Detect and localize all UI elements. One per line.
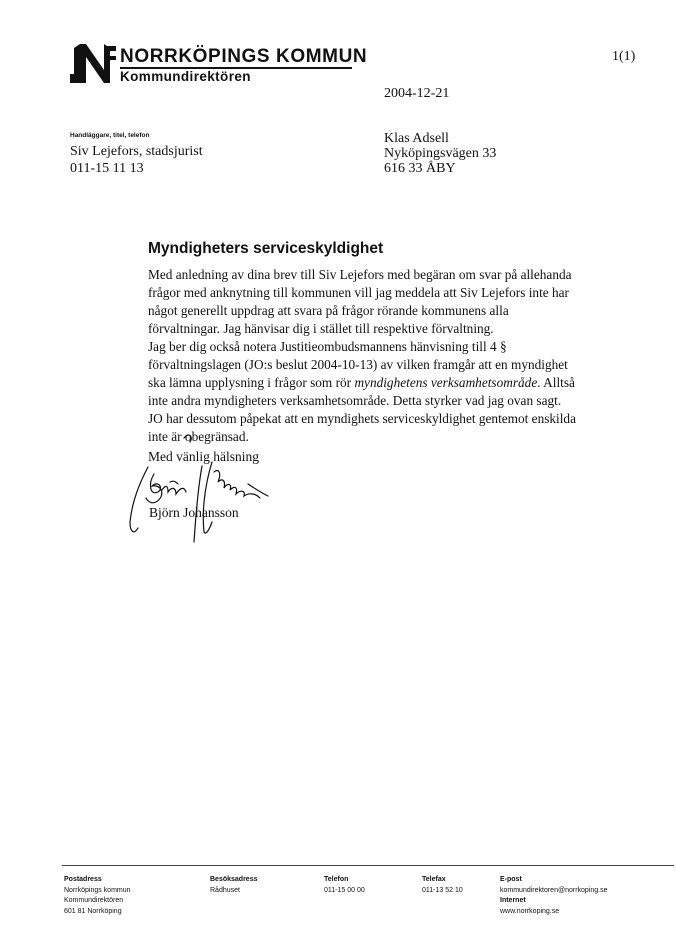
signatory-name: Björn Johansson [149, 505, 239, 520]
sender-label: Handläggare, titel, telefon [70, 132, 150, 139]
letter-heading: Myndigheters serviceskyldighet [148, 240, 384, 257]
paragraph-text: Jag ber dig också notera Justitieombudsmannens hänvisning till 4 § förvaltningslagen (JO:s beslut 2004-10-13) av vilken framgår att en myndighet ska lämna upplysning i frågor som rör [148, 339, 568, 390]
footer-fax [422, 875, 463, 896]
footer-visiting-address [210, 875, 257, 896]
sender-phone: 011-15 11 13 [70, 161, 144, 176]
letter-date: 2004-12-21 [384, 86, 450, 101]
recipient-line: Klas Adsell [384, 131, 449, 146]
footer-label: E-post [500, 876, 522, 883]
paragraph-text: . Alltså inte andra myndigheters verksamhetsområde. Detta styrker vad jag ovan sagt. JO har dessutom påpekat att en myndighets serviceskyldighet gentemot enskilda inte är obegränsad. [148, 375, 576, 444]
sender-name-title: Siv Lejefors, stadsjurist [70, 144, 203, 159]
footer-phone [324, 875, 365, 896]
signature-icon [118, 432, 288, 552]
closing-greeting: Med vänlig hälsning [148, 449, 259, 464]
footer-value: Rådhuset [210, 886, 240, 894]
footer-postal-address [64, 875, 131, 917]
municipality-logo-icon [70, 44, 116, 84]
recipient-line: 616 33 ÅBY [384, 161, 456, 176]
footer-label: Postadress [64, 876, 102, 883]
footer-email-link[interactable]: kommundirektoren@norrkoping.se [500, 886, 608, 894]
footer-label: Telefon [324, 876, 349, 883]
department-name: Kommundirektören [120, 69, 251, 84]
footer-value: 601 81 Norrköping [64, 907, 122, 915]
footer-label: Besöksadress [210, 876, 258, 883]
footer-divider [62, 865, 674, 866]
recipient-address [384, 131, 496, 176]
footer-label: Internet [500, 897, 526, 904]
letter-paragraph-1: Med anledning av dina brev till Siv Lejefors med begäran om svar på allehanda frågor med anknytning till kommunen vill jag meddela att Siv Lejefors inte har något generellt uppdrag att svara på frågor rörande kommunens alla förvaltningar. Jag hänvisar dig i stället till respektive förvaltning. [148, 267, 572, 336]
page-number: 1(1) [612, 49, 636, 64]
footer-email-internet [500, 875, 608, 917]
letter-paragraph-2 [148, 338, 576, 446]
footer-value: 011-13 52 10 [422, 886, 463, 894]
footer-label: Telefax [422, 876, 446, 883]
footer-value: Norrköpings kommun [64, 886, 131, 894]
recipient-line: Nyköpingsvägen 33 [384, 146, 497, 161]
footer-value: Kommundirektören [64, 897, 124, 904]
footer-value: 011-15 00 00 [324, 886, 365, 894]
organization-name: NORRKÖPINGS KOMMUN [120, 46, 368, 67]
footer-website-link[interactable]: www.norrkoping.se [500, 907, 560, 915]
emphasized-text: myndighetens verksamhetsområde [354, 375, 538, 390]
